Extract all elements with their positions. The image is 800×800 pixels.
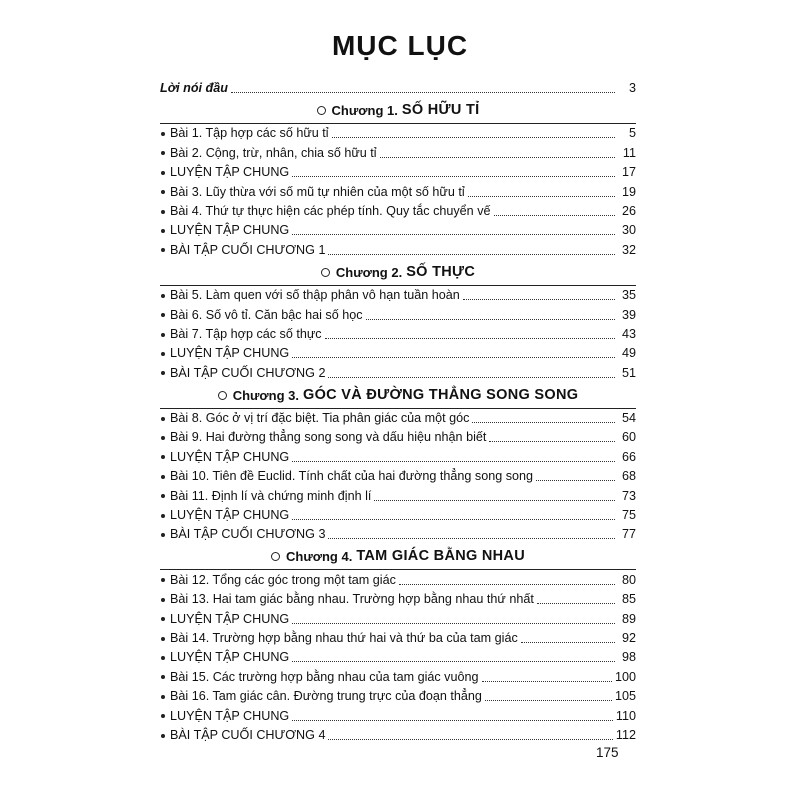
dot-leader — [231, 92, 615, 93]
toc-entry-label: BÀI TẬP CUỐI CHƯƠNG 1 — [170, 242, 326, 257]
circle-bullet-icon — [218, 391, 227, 400]
dot-leader — [292, 720, 613, 721]
toc-entry-page-number: 80 — [621, 572, 636, 587]
toc-entry-label: Bài 1. Tập hợp các số hữu tỉ — [170, 126, 329, 141]
chapter-title: GÓC VÀ ĐƯỜNG THẲNG SONG SONG — [303, 386, 579, 403]
chapter-number: Chương 3. — [232, 387, 300, 403]
toc-entry-label: BÀI TẬP CUỐI CHƯƠNG 4 — [170, 727, 326, 742]
toc-entry — [160, 325, 636, 344]
bullet-icon — [161, 333, 165, 337]
toc-entry-page-number: 26 — [621, 203, 636, 218]
bullet-icon — [161, 229, 165, 233]
intro-page-number: 3 — [628, 81, 636, 95]
bullet-icon — [161, 313, 165, 317]
toc-entry-label: Bài 8. Góc ở vị trí đặc biệt. Tia phân giác của một góc — [170, 411, 470, 426]
toc-entry-page-number: 85 — [621, 592, 636, 607]
dot-leader — [292, 461, 615, 462]
bullet-icon — [161, 171, 165, 175]
bullet-icon — [161, 151, 165, 155]
toc-entry-page-number: 89 — [621, 611, 636, 626]
toc-entry — [160, 428, 636, 447]
bullet-icon — [161, 637, 165, 641]
dot-leader — [521, 642, 615, 643]
toc-entry — [160, 667, 636, 686]
dot-leader — [485, 700, 612, 701]
toc-entry-label: LUYỆN TẬP CHUNG — [170, 449, 290, 464]
dot-leader — [328, 254, 615, 255]
toc-entry — [160, 590, 636, 609]
chapter-number: Chương 2. — [335, 264, 403, 280]
bullet-icon — [161, 436, 165, 440]
toc-entry-label: Bài 14. Trường hợp bằng nhau thứ hai và thứ ba của tam giác — [170, 630, 518, 645]
toc-entry-label: LUYỆN TẬP CHUNG — [170, 508, 290, 523]
toc-entry-page-number: 92 — [621, 630, 636, 645]
toc-entry-label: LUYỆN TẬP CHUNG — [170, 708, 290, 723]
toc-entry — [160, 286, 636, 305]
toc-entry — [160, 687, 636, 706]
bullet-icon — [161, 475, 165, 479]
toc-entry-label: Bài 2. Cộng, trừ, nhân, chia số hữu tỉ — [170, 145, 377, 160]
toc-entry — [160, 629, 636, 648]
toc-entry-page-number: 68 — [621, 469, 636, 484]
dot-leader — [489, 441, 615, 442]
page-title: MỤC LỤC — [331, 30, 469, 61]
toc-entry-page-number: 35 — [621, 288, 636, 303]
chapter-title: TAM GIÁC BẰNG NHAU — [356, 548, 525, 565]
bullet-icon — [161, 132, 165, 136]
toc-entry — [160, 706, 636, 725]
toc-entry-page-number: 75 — [621, 508, 636, 523]
dot-leader — [380, 157, 615, 158]
toc-entry-label: BÀI TẬP CUỐI CHƯƠNG 3 — [170, 527, 326, 542]
toc-entry-page-number: 100 — [614, 669, 636, 684]
chapter-heading — [160, 260, 636, 286]
bullet-icon — [161, 190, 165, 194]
dot-leader — [325, 338, 615, 339]
toc-entry-label: Bài 6. Số vô tỉ. Căn bậc hai số học — [170, 307, 363, 322]
bullet-icon — [161, 417, 165, 421]
dot-leader — [468, 196, 615, 197]
toc-entry-page-number: 30 — [621, 223, 636, 238]
toc-entry-label: LUYỆN TẬP CHUNG — [170, 223, 290, 238]
dot-leader — [292, 357, 615, 358]
toc-entry — [160, 570, 636, 589]
toc-entry — [160, 609, 636, 628]
toc-entry — [160, 124, 636, 143]
bullet-icon — [161, 695, 165, 699]
chapter-title: SỐ THỰC — [406, 263, 476, 280]
toc-entry-label: Bài 7. Tập hợp các số thực — [170, 326, 322, 341]
toc-entry — [160, 409, 636, 428]
circle-bullet-icon — [271, 552, 280, 561]
toc-entry-page-number: 73 — [621, 488, 636, 503]
dot-leader — [292, 623, 615, 624]
bullet-icon — [161, 371, 165, 375]
toc-entry — [160, 240, 636, 259]
chapter-number: Chương 4. — [286, 549, 353, 565]
chapter-heading — [160, 383, 636, 409]
toc-entry-label: Bài 16. Tam giác cân. Đường trung trực của đoạn thẳng — [170, 689, 482, 704]
bullet-icon — [161, 352, 165, 356]
toc-entry-page-number: 49 — [621, 346, 636, 361]
toc-entry — [160, 202, 636, 221]
page-number: 175 — [596, 745, 619, 760]
toc-entry — [160, 305, 636, 324]
toc-entry — [160, 486, 636, 505]
toc-entry-label: LUYỆN TẬP CHUNG — [170, 165, 290, 180]
toc-entry-page-number: 43 — [621, 326, 636, 341]
circle-bullet-icon — [317, 106, 326, 115]
toc-entry-label: Bài 15. Các trường hợp bằng nhau của tam giác vuông — [170, 669, 479, 684]
bullet-icon — [161, 598, 165, 602]
toc-entry-page-number: 66 — [621, 449, 636, 464]
toc-entry — [160, 344, 636, 363]
toc-entry-page-number: 105 — [614, 689, 636, 704]
toc-entry-label: Bài 13. Hai tam giác bằng nhau. Trường hợp bằng nhau thứ nhất — [170, 592, 534, 607]
toc-entry-page-number: 5 — [628, 126, 636, 141]
toc-entry — [160, 525, 636, 544]
bullet-icon — [161, 675, 165, 679]
toc-intro-row — [160, 76, 636, 98]
bullet-icon — [161, 248, 165, 252]
toc-entry-page-number: 32 — [621, 242, 636, 257]
bullet-icon — [161, 494, 165, 498]
toc-entry-page-number: 39 — [621, 307, 636, 322]
bullet-icon — [161, 656, 165, 660]
toc-entry-page-number: 51 — [621, 365, 636, 380]
dot-leader — [292, 661, 615, 662]
toc-entry — [160, 506, 636, 525]
bullet-icon — [161, 294, 165, 298]
bullet-icon — [161, 455, 165, 459]
bullet-icon — [161, 714, 165, 718]
toc-entry — [160, 467, 636, 486]
intro-label: Lời nói đầu — [160, 81, 228, 95]
toc-entry-label: Bài 9. Hai đường thẳng song song và dấu hiệu nhận biết — [170, 430, 487, 445]
dot-leader — [463, 299, 615, 300]
chapter-number: Chương 1. — [331, 103, 398, 118]
chapter-title: SỐ HỮU TỈ — [401, 102, 480, 118]
toc-entry-label: Bài 11. Định lí và chứng minh định lí — [170, 488, 372, 503]
toc-entry-label: LUYỆN TẬP CHUNG — [170, 611, 290, 626]
toc-entry-page-number: 112 — [615, 727, 636, 742]
toc-entry-page-number: 54 — [621, 411, 636, 426]
chapter-heading — [160, 544, 636, 570]
toc-entry — [160, 163, 636, 182]
bullet-icon — [161, 734, 165, 738]
dot-leader — [292, 519, 615, 520]
dot-leader — [292, 234, 615, 235]
toc-entry-page-number: 60 — [621, 430, 636, 445]
dot-leader — [537, 603, 615, 604]
table-of-contents — [160, 76, 636, 745]
toc-entry-page-number: 77 — [621, 527, 636, 542]
toc-entry-label: Bài 5. Làm quen với số thập phân vô hạn tuần hoàn — [170, 288, 460, 303]
dot-leader — [328, 538, 615, 539]
toc-entry-label: BÀI TẬP CUỐI CHƯƠNG 2 — [170, 365, 326, 380]
dot-leader — [472, 422, 615, 423]
dot-leader — [494, 215, 616, 216]
toc-entry — [160, 726, 636, 745]
chapter-heading — [160, 98, 636, 124]
toc-entry — [160, 143, 636, 162]
circle-bullet-icon — [321, 268, 330, 277]
toc-entry-label: Bài 4. Thứ tự thực hiện các phép tính. Quy tắc chuyển vế — [170, 203, 491, 218]
toc-entry-label: Bài 10. Tiên đề Euclid. Tính chất của hai đường thẳng song song — [170, 469, 534, 484]
toc-entry-label: Bài 12. Tổng các góc trong một tam giác — [170, 572, 396, 587]
toc-entry-page-number: 19 — [621, 184, 636, 199]
toc-entry-page-number: 17 — [621, 165, 636, 180]
bullet-icon — [161, 533, 165, 537]
toc-entry — [160, 363, 636, 382]
dot-leader — [399, 584, 615, 585]
toc-entry-label: Bài 3. Lũy thừa với số mũ tự nhiên của một số hữu tỉ — [170, 184, 465, 199]
dot-leader — [328, 377, 615, 378]
dot-leader — [374, 500, 615, 501]
toc-entry — [160, 447, 636, 466]
dot-leader — [536, 480, 615, 481]
toc-entry-label: LUYỆN TẬP CHUNG — [170, 650, 290, 665]
toc-entry-page-number: 110 — [615, 708, 636, 723]
toc-entry-page-number: 11 — [622, 145, 636, 160]
dot-leader — [328, 739, 612, 740]
toc-entry — [160, 182, 636, 201]
toc-entry-label: LUYỆN TẬP CHUNG — [170, 346, 290, 361]
toc-entry-page-number: 98 — [621, 650, 636, 665]
dot-leader — [292, 176, 615, 177]
dot-leader — [332, 137, 615, 138]
toc-entry — [160, 221, 636, 240]
bullet-icon — [161, 210, 165, 214]
dot-leader — [366, 319, 615, 320]
toc-entry — [160, 648, 636, 667]
bullet-icon — [161, 578, 165, 582]
dot-leader — [482, 681, 612, 682]
bullet-icon — [161, 514, 165, 518]
bullet-icon — [161, 617, 165, 621]
